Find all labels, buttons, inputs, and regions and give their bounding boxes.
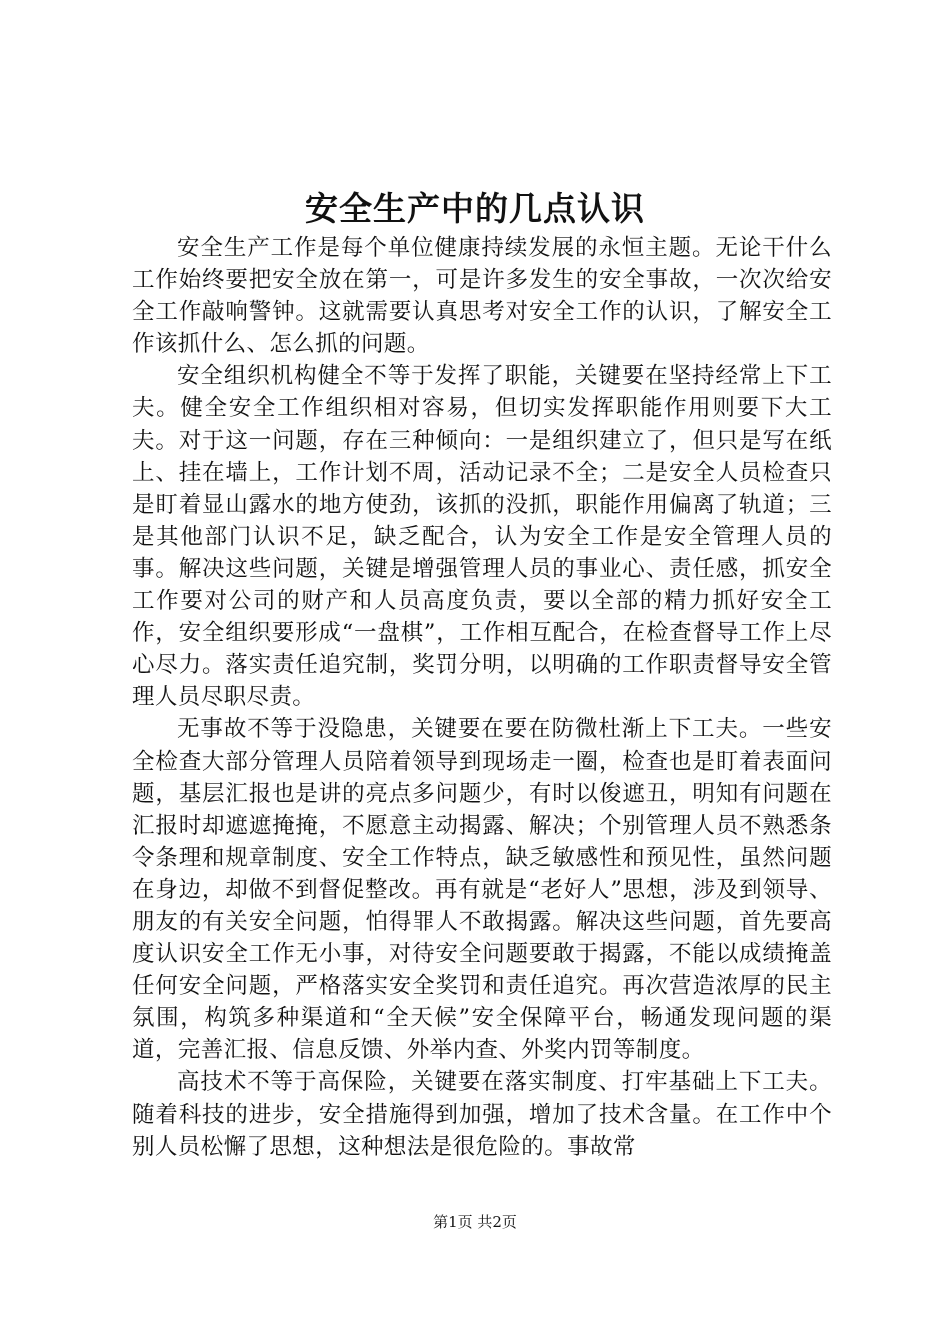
paragraph-1: 安全生产工作是每个单位健康持续发展的永恒主题。无论干什么工作始终要把安全放在第一，可是许多发生的安全事故，一次次给安全工作敲响警钟。这就需要认真思考对安全工作的认识，了解安全工作该抓什么、怎么抓的问题。	[132, 235, 832, 358]
page-footer: 第1页 共2页	[433, 1213, 517, 1231]
document-title: 安全生产中的几点认识	[305, 189, 645, 228]
paragraph-4: 高技术不等于高保险，关键要在落实制度、打牢基础上下工夫。随着科技的进步，安全措施得到加强，增加了技术含量。在工作中个别人员松懈了思想，这种想法是很危险的。事故常	[132, 1069, 832, 1160]
paragraph-3: 无事故不等于没隐患，关键要在要在防微杜渐上下工夫。一些安全检查大部分管理人员陪着领导到现场走一圈，检查也是盯着表面问题，基层汇报也是讲的亮点多问题少，有时以俊遮丑，明知有问题在汇报时却遮遮掩掩，不愿意主动揭露、解决；个别管理人员不熟悉条令条理和规章制度、安全工作特点，缺乏敏感性和预见性，虽然问题在身边，却做不到督促整改。再有就是“老好人”思想，涉及到领导、朋友的有关安全问题，怕得罪人不敢揭露。解决这些问题，首先要高度认识安全工作无小事，对待安全问题要敢于揭露，不能以成绩掩盖任何安全问题，严格落实安全奖罚和责任追究。再次营造浓厚的民主氛围，构筑多种渠道和“全天候”安全保障平台，畅通发现问题的渠道，完善汇报、信息反馈、外举内查、外奖内罚等制度。	[132, 716, 832, 1064]
document-body	[132, 232, 832, 1163]
paragraph-2: 安全组织机构健全不等于发挥了职能，关键要在坚持经常上下工夫。健全安全工作组织相对容易，但切实发挥职能作用则要下大工夫。对于这一问题，存在三种倾向：一是组织建立了，但只是写在纸上、挂在墙上，工作计划不周，活动记录不全；二是安全人员检查只是盯着显山露水的地方使劲，该抓的没抓，职能作用偏离了轨道；三是其他部门认识不足，缺乏配合，认为安全工作是安全管理人员的事。解决这些问题，关键是增强管理人员的事业心、责任感，抓安全工作要对公司的财产和人员高度负责，要以全部的精力抓好安全工作，安全组织要形成“一盘棋”，工作相互配合，在检查督导工作上尽心尽力。落实责任追究制，奖罚分明，以明确的工作职责督导安全管理人员尽职尽责。	[132, 363, 832, 711]
